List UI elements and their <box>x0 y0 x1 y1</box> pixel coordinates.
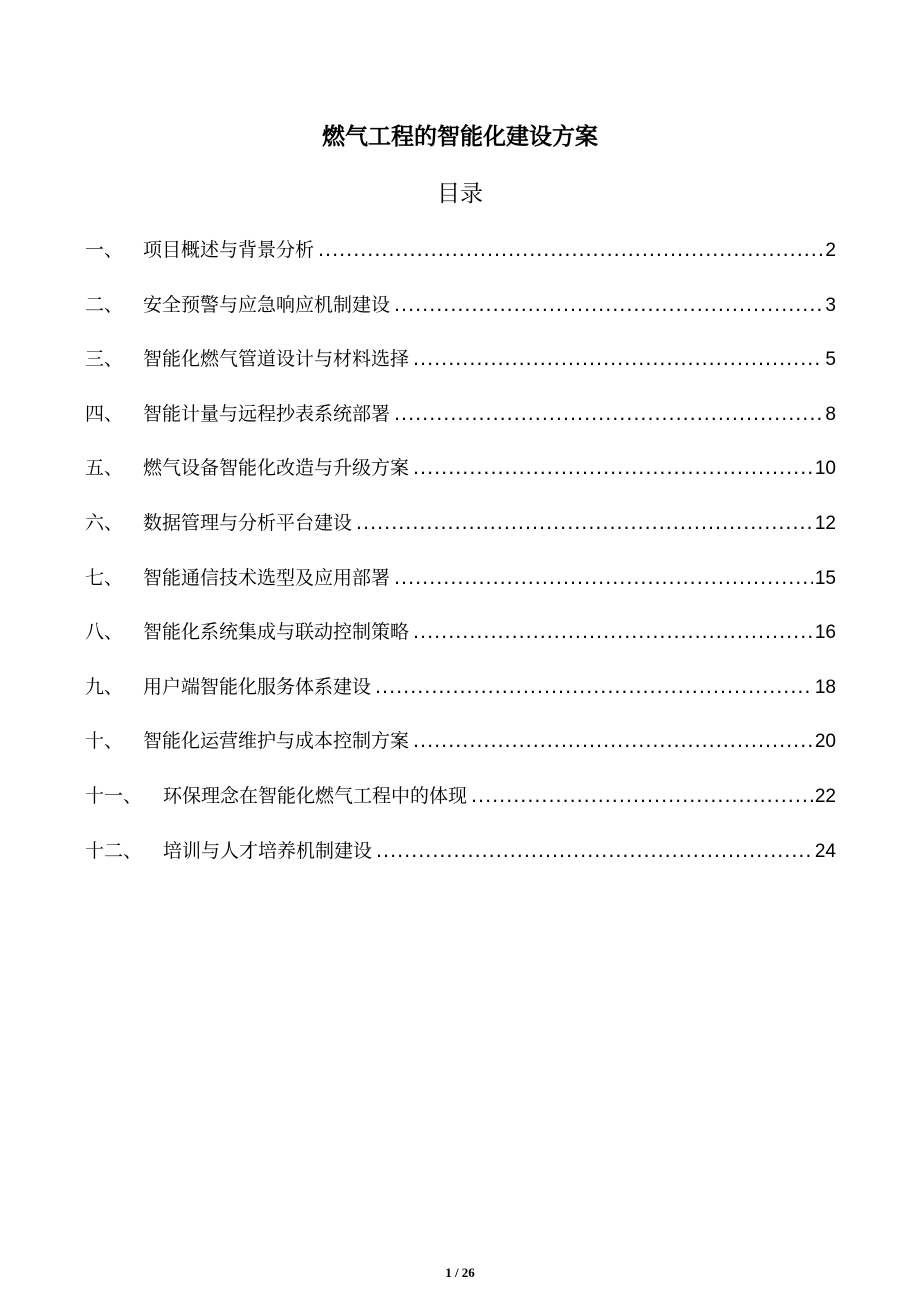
toc-entry[interactable] <box>85 834 836 889</box>
toc-entry[interactable] <box>85 779 836 834</box>
toc-entry-page: 22 <box>814 785 836 807</box>
toc-entry-title: 燃气设备智能化改造与升级方案 <box>143 457 410 480</box>
toc-entry[interactable] <box>85 288 836 343</box>
toc-entry-leader <box>394 288 823 322</box>
toc-entry-title: 智能化燃气管道设计与材料选择 <box>143 348 410 371</box>
toc-entry-title: 安全预警与应急响应机制建设 <box>143 293 391 316</box>
toc-entry[interactable] <box>85 615 836 670</box>
toc-entry-number: 八、 <box>85 621 124 644</box>
toc-entry-title: 数据管理与分析平台建设 <box>143 511 353 534</box>
toc-entry-leader <box>375 670 813 704</box>
toc-entry-page: 20 <box>814 731 836 753</box>
toc-entry-title: 项目概述与背景分析 <box>143 239 315 261</box>
table-of-contents <box>85 233 836 888</box>
toc-entry[interactable] <box>85 670 836 725</box>
toc-entry[interactable] <box>85 397 836 452</box>
toc-heading: 目录 <box>437 181 483 207</box>
toc-entry-page: 24 <box>814 840 836 862</box>
toc-entry-page: 8 <box>825 403 836 425</box>
toc-entry-number: 一、 <box>85 239 124 261</box>
toc-entry[interactable] <box>85 561 836 616</box>
toc-entry-title: 智能化系统集成与联动控制策略 <box>143 621 410 644</box>
toc-entry-leader <box>413 724 813 758</box>
toc-entry[interactable] <box>85 451 836 506</box>
toc-entry-page: 3 <box>825 294 836 316</box>
toc-entry-leader <box>413 451 813 485</box>
page-indicator: 1 / 26 <box>445 1265 475 1280</box>
toc-entry-number: 二、 <box>85 293 124 316</box>
toc-entry[interactable] <box>85 724 836 779</box>
toc-entry-title: 用户端智能化服务体系建设 <box>143 675 372 698</box>
document-title: 燃气工程的智能化建设方案 <box>322 124 598 150</box>
toc-entry-number: 三、 <box>85 348 124 371</box>
toc-entry-number: 九、 <box>85 675 124 698</box>
toc-entry-page: 16 <box>814 622 836 644</box>
toc-entry-leader <box>356 506 813 540</box>
toc-entry[interactable] <box>85 506 836 561</box>
toc-entry-leader <box>318 233 823 267</box>
toc-entry-title: 环保理念在智能化燃气工程中的体现 <box>163 784 468 807</box>
toc-entry-leader <box>413 342 823 376</box>
toc-entry-page: 15 <box>814 567 836 589</box>
toc-entry-number: 六、 <box>85 511 124 534</box>
toc-entry[interactable] <box>85 342 836 397</box>
toc-entry-page: 5 <box>825 349 836 371</box>
toc-entry-leader <box>413 615 813 649</box>
toc-entry-number: 十、 <box>85 730 124 753</box>
toc-entry[interactable] <box>85 233 836 288</box>
toc-entry-number: 七、 <box>85 566 124 589</box>
toc-entry-page: 10 <box>814 458 836 480</box>
toc-entry-number: 五、 <box>85 457 124 480</box>
toc-entry-title: 培训与人才培养机制建设 <box>163 839 373 862</box>
toc-entry-title: 智能通信技术选型及应用部署 <box>143 566 391 589</box>
toc-entry-page: 2 <box>825 240 836 261</box>
toc-entry-leader <box>376 834 813 868</box>
toc-entry-page: 18 <box>814 676 836 698</box>
toc-entry-leader <box>394 561 813 595</box>
toc-entry-number: 十一、 <box>85 784 143 807</box>
toc-entry-page: 12 <box>814 512 836 534</box>
toc-entry-title: 智能化运营维护与成本控制方案 <box>143 730 410 753</box>
toc-entry-leader <box>394 397 823 431</box>
toc-entry-number: 十二、 <box>85 839 143 862</box>
toc-entry-leader <box>471 779 813 813</box>
toc-entry-number: 四、 <box>85 402 124 425</box>
toc-entry-title: 智能计量与远程抄表系统部署 <box>143 402 391 425</box>
